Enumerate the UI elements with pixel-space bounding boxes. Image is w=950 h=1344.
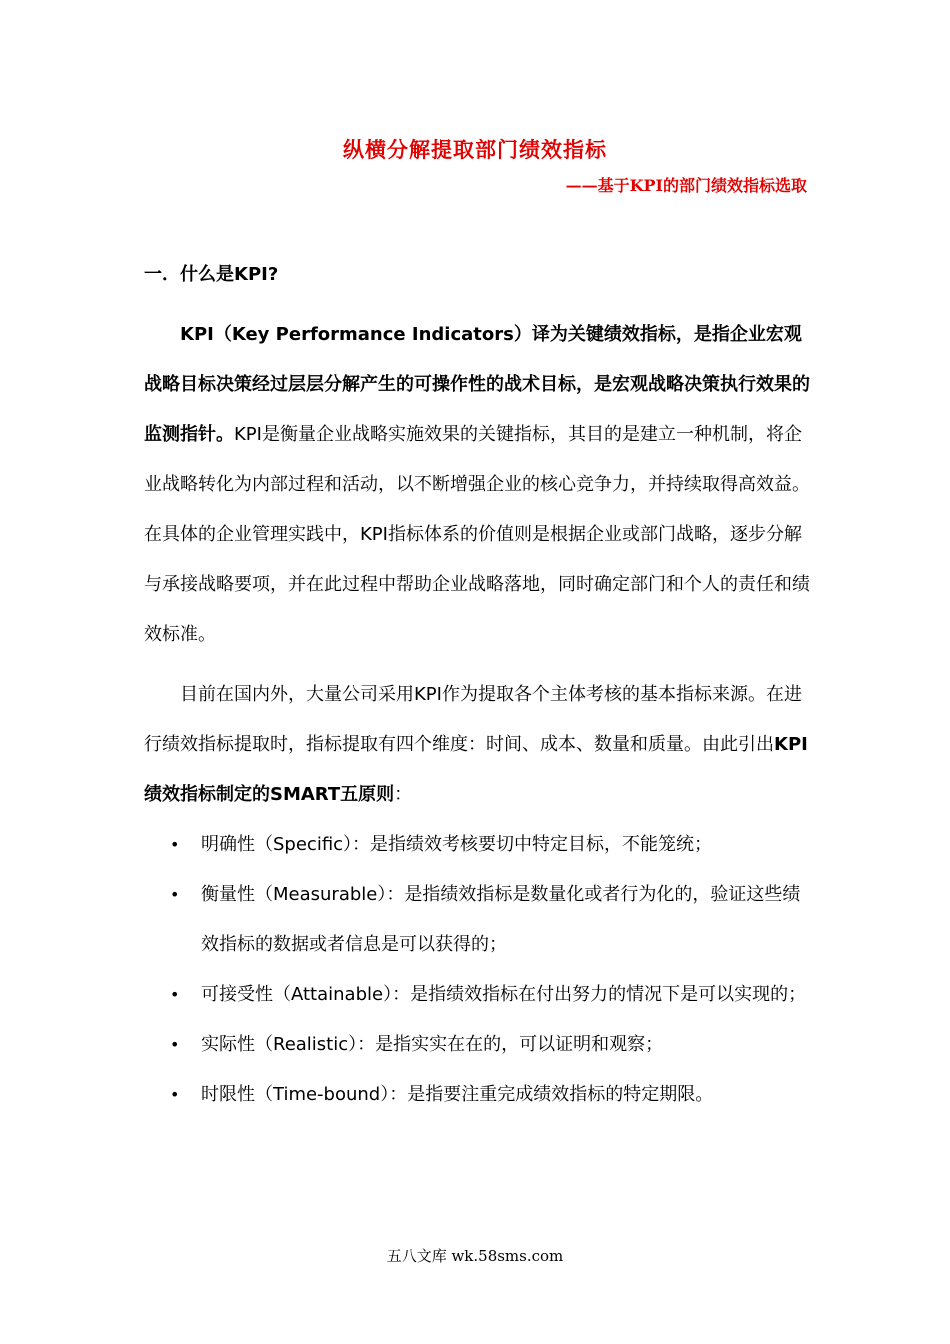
list-item-text: 明确性（Specific）：是指绩效考核要切中特定目标，不能笼统； xyxy=(201,834,713,855)
document-subtitle: ——基于KPI的部门绩效指标选取 xyxy=(565,176,807,195)
list-item-text: 实际性（Realistic）：是指实实在在的，可以证明和观察； xyxy=(201,1034,664,1055)
smart-list xyxy=(144,820,814,1120)
list-item xyxy=(144,870,814,970)
bullet-icon: • xyxy=(170,835,180,854)
document-body xyxy=(144,260,814,1120)
kpi-usage-text: 目前在国内外，大量公司采用KPI作为提取各个主体考核的基本指标来源。在进行绩效指标提取时，指标提取有四个维度：时间、成本、数量和质量。由此引出 xyxy=(144,684,802,755)
footer-watermark: 五八文库 wk.58sms.com xyxy=(386,1247,564,1265)
document-title: 纵横分解提取部门绩效指标 xyxy=(343,137,607,162)
kpi-usage-tail: ： xyxy=(394,784,413,805)
bullet-icon: • xyxy=(170,985,180,1004)
bullet-icon: • xyxy=(170,1085,180,1104)
smart-principles-bold: KPI绩效指标制定的SMART五原则 xyxy=(144,734,808,805)
list-item xyxy=(144,1070,814,1120)
list-item xyxy=(144,820,814,870)
bullet-icon: • xyxy=(170,1035,180,1054)
list-item-text: 可接受性（Attainable）：是指绩效指标在付出努力的情况下是可以实现的； xyxy=(201,984,807,1005)
kpi-definition-text: KPI是衡量企业战略实施效果的关键指标，其目的是建立一种机制，将企业战略转化为内部过程和活动，以不断增强企业的核心竞争力，并持续取得高效益。在具体的企业管理实践中，KPI指标体系的价值则是根据企业或部门战略，逐步分解与承接战略要项，并在此过程中帮助企业战略落地，同时确定部门和个人的责任和绩效标准。 xyxy=(144,424,810,645)
paragraph-kpi-definition xyxy=(144,310,814,660)
list-item-text: 时限性（Time-bound）：是指要注重完成绩效指标的特定期限。 xyxy=(201,1084,714,1105)
kpi-definition-bold: KPI（Key Performance Indicators）译为关键绩效指标，是指企业宏观战略目标决策经过层层分解产生的可操作性的战术目标，是宏观战略决策执行效果的监测指针。 xyxy=(144,324,810,445)
list-item xyxy=(144,970,814,1020)
section-heading: 一．什么是KPI? xyxy=(144,264,279,285)
bullet-icon: • xyxy=(170,885,180,904)
list-item-text: 衡量性（Measurable）：是指绩效指标是数量化或者行为化的，验证这些绩效指标的数据或者信息是可以获得的； xyxy=(201,884,801,955)
list-item xyxy=(144,1020,814,1070)
paragraph-kpi-usage xyxy=(144,670,814,820)
